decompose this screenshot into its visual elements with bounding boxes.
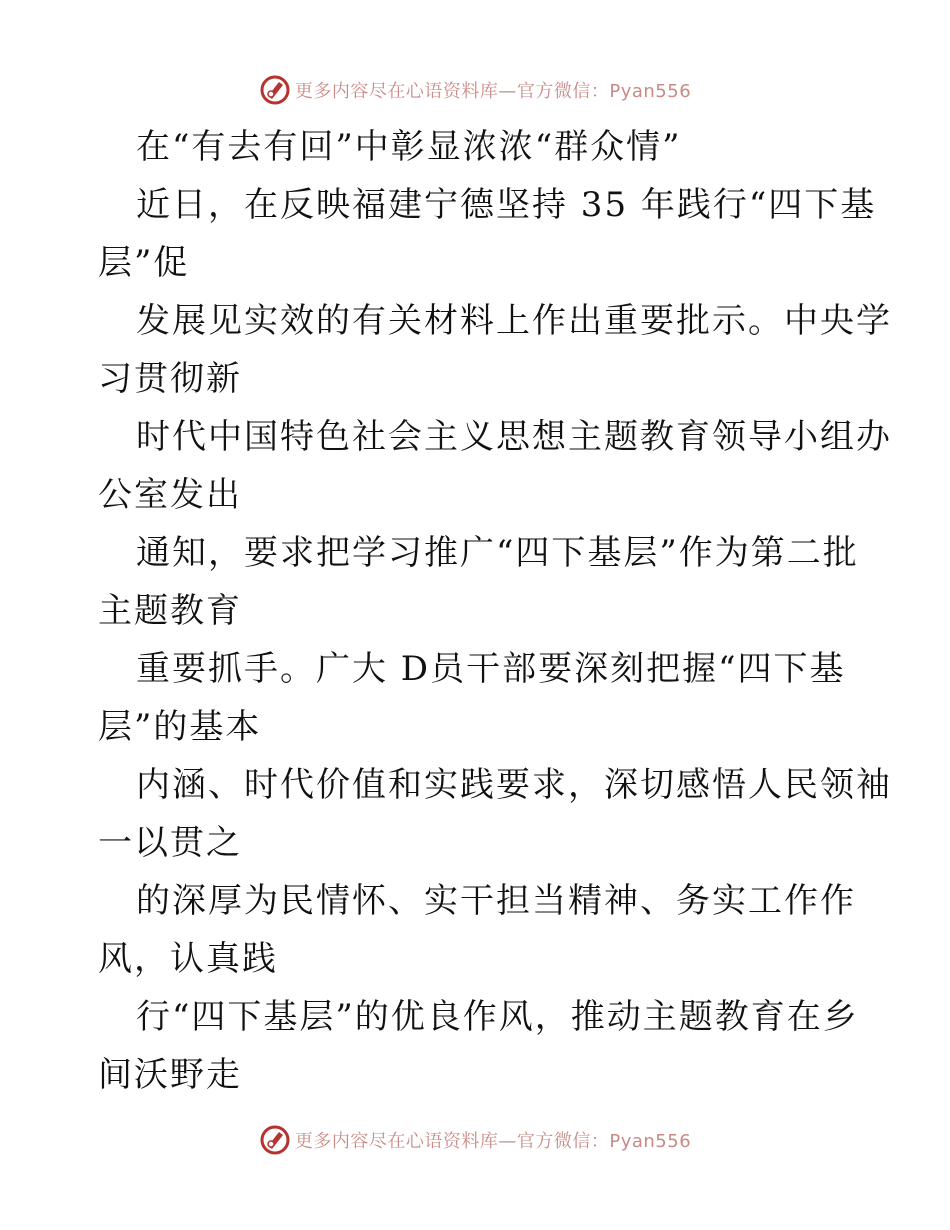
paragraph-line: 层”促 bbox=[98, 243, 190, 283]
banner-dash: — bbox=[498, 81, 517, 102]
banner-title: 更多内容尽在心语资料库 bbox=[294, 81, 499, 102]
document-title: 在“有去有回”中彰显浓浓“群众情” bbox=[136, 127, 682, 167]
paragraph-line: 近日，在反映福建宁德坚持 35 年践行“四下基 bbox=[136, 185, 877, 225]
banner-dash: — bbox=[498, 1131, 517, 1152]
paragraph-line: 一以贯之 bbox=[98, 823, 242, 863]
paragraph-line: 行“四下基层”的优良作风，推动主题教育在乡 bbox=[136, 997, 859, 1037]
paragraph-line: 公室发出 bbox=[98, 475, 242, 515]
paragraph-line: 习贯彻新 bbox=[98, 359, 242, 399]
brand-logo-icon bbox=[259, 1124, 291, 1156]
paragraph-line: 重要抓手。广大 D员干部要深刻把握“四下基 bbox=[136, 649, 846, 689]
paragraph-line: 内涵、时代价值和实践要求，深切感悟人民领袖 bbox=[136, 765, 892, 805]
paragraph-line: 间沃野走 bbox=[98, 1055, 242, 1095]
brand-logo-icon bbox=[259, 74, 291, 106]
header-banner bbox=[0, 70, 950, 110]
paragraph-line: 通知，要求把学习推广“四下基层”作为第二批 bbox=[136, 533, 859, 573]
paragraph-line: 主题教育 bbox=[98, 591, 242, 631]
banner-wechat: 官方微信：Pyan556 bbox=[516, 81, 692, 102]
banner-wechat: 官方微信：Pyan556 bbox=[516, 1131, 692, 1152]
paragraph-line: 层”的基本 bbox=[98, 707, 262, 747]
footer-banner bbox=[0, 1120, 950, 1160]
banner-title: 更多内容尽在心语资料库 bbox=[294, 1131, 499, 1152]
paragraph-line: 风，认真践 bbox=[98, 939, 278, 979]
paragraph-line: 发展见实效的有关材料上作出重要批示。中央学 bbox=[136, 301, 892, 341]
paragraph-line: 的深厚为民情怀、实干担当精神、务实工作作 bbox=[136, 881, 856, 921]
paragraph-line: 时代中国特色社会主义思想主题教育领导小组办 bbox=[136, 417, 892, 457]
